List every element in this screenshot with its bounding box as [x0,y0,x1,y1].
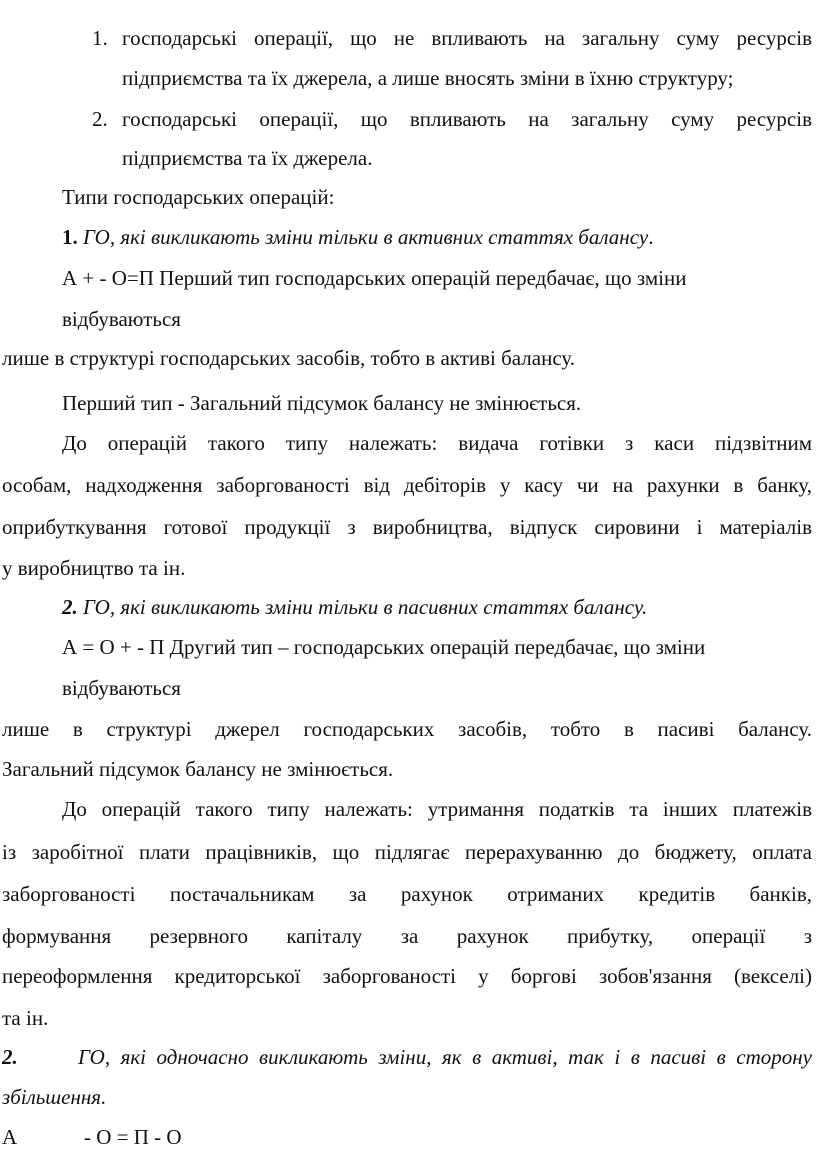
list-item-text: підприємства та їх джерела, а лише вносять зміни в їхню структуру; [122,66,734,90]
type1-heading [62,225,653,249]
type1-examples-line: особам, надходження заборгованості від дебіторів у касу чи на рахунки в банку, [2,473,812,497]
type1-examples-line: До операцій такого типу належать: видача готівки з каси підзвітним [62,431,812,455]
type1-formula-line2: відбуваються [62,307,181,331]
type3-formula-rest: - О = П - О [84,1125,182,1149]
list-item-text: господарські операції, що впливають на загальну суму ресурсів [122,107,812,131]
type1-title-end: . [648,225,654,249]
type2-formula-line: А = О + - П Другий тип – господарських операцій передбачає, що зміни [62,635,706,659]
type1-summary: Перший тип - Загальний підсумок балансу не змінюється. [62,391,582,415]
list-item-text: підприємства та їх джерела. [122,146,373,170]
type1-title: ГО, які викликають зміни тільки в активних статтях балансу [83,225,649,249]
type2-continuation: лише в структурі джерел господарських засобів, тобто в пасиві балансу. [2,717,812,741]
type2-formula-line2: відбуваються [62,676,181,700]
type2-examples-line: переоформлення кредиторської заборгованості у боргові зобов'язання (векселі) [2,964,812,988]
type2-number: 2. [62,595,78,619]
type2-examples-line: формування резервного капіталу за рахунок прибутку, операції з [2,924,812,948]
type3-title: збільшення. [2,1085,107,1109]
type2-continuation: Загальний підсумок балансу не змінюється. [2,757,394,781]
type3-number: 2. [2,1045,18,1069]
type1-continuation: лише в структурі господарських засобів, тобто в активі балансу. [2,346,576,370]
type3-formula-a: А [2,1125,18,1149]
type2-title: ГО, які викликають зміни тільки в пасивних статтях балансу. [83,595,648,619]
type2-examples-line: заборгованості постачальникам за рахунок отриманих кредитів банків, [2,882,812,906]
type2-examples-line: та ін. [2,1006,49,1030]
type2-heading [62,595,647,619]
type2-examples-line: із заробітної плати працівників, що підлягає перерахуванню до бюджету, оплата [2,840,812,864]
list-item-number: 1. [92,26,108,50]
type1-examples-line: оприбуткування готової продукції з виробництва, відпуск сировини і матеріалів [2,515,812,539]
type1-examples-line: у виробництво та ін. [2,556,186,580]
list-item-number: 2. [92,107,108,131]
type2-examples-line: До операцій такого типу належать: утримання податків та інших платежів [62,797,812,821]
types-heading: Типи господарських операцій: [62,185,335,209]
list-item-text: господарські операції, що не впливають на загальну суму ресурсів [122,26,812,50]
type1-number: 1. [62,225,78,249]
type1-formula-line: А + - О=П Перший тип господарських операцій передбачає, що зміни [62,266,687,290]
type3-title: ГО, які одночасно викликають зміни, як в активі, так і в пасиві в сторону [78,1045,812,1069]
